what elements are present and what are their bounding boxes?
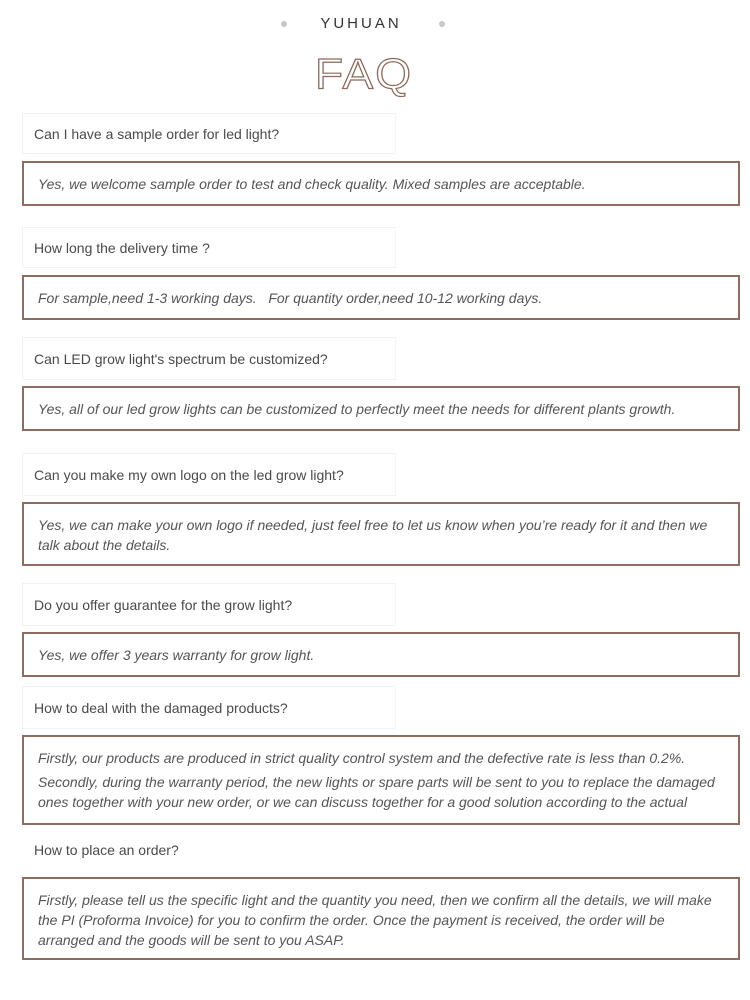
faq-question[interactable]: Can you make my own logo on the led grow light? — [22, 453, 396, 496]
faq-answer — [22, 275, 740, 320]
faq-answer-text: Firstly, please tell us the specific light and the quantity you need, then we confirm all the details, we will make the PI (Proforma Invoice) for you to confirm the order. Once the payment is received, the order will be arranged and the goods will be sent to you ASAP. — [38, 892, 712, 948]
page-title — [0, 46, 728, 102]
faq-answer — [22, 386, 740, 431]
faq-answer-text: Yes, all of our led grow lights can be customized to perfectly meet the needs for different plants growth. — [38, 400, 676, 417]
faq-answer-text: Yes, we offer 3 years warranty for grow light. — [38, 646, 315, 663]
faq-question[interactable]: How to place an order? — [22, 829, 396, 870]
faq-question[interactable]: Can I have a sample order for led light? — [22, 113, 396, 154]
faq-header — [0, 0, 750, 110]
brand-name: YUHUAN — [320, 15, 402, 32]
faq-answer-text: Yes, we welcome sample order to test and check quality. Mixed samples are acceptable. — [38, 175, 586, 192]
faq-answer-body — [38, 748, 724, 812]
faq-answer — [22, 161, 740, 206]
faq-answer-text: Yes, we can make your own logo if needed, just feel free to let us know when you’re ready for it and then we talk about the details. — [38, 517, 708, 553]
page-title-text: FAQ — [314, 50, 414, 98]
faq-answer-text-2: Secondly, during the warranty period, the new lights or spare parts will be sent to you to replace the damaged ones together with your new order, or we can discuss together for a good solution according to the actual — [38, 774, 715, 810]
faq-question[interactable]: How long the delivery time ? — [22, 227, 396, 268]
faq-answer — [22, 502, 740, 566]
faq-answer-text: Firstly, our products are produced in strict quality control system and the defective rate is less than 0.2%. — [38, 750, 686, 766]
faq-answer — [22, 632, 740, 677]
faq-answer — [22, 877, 740, 960]
brand-row — [0, 14, 750, 34]
faq-question[interactable]: Do you offer guarantee for the grow light? — [22, 583, 396, 626]
faq-answer-text: For sample,need 1-3 working days. For quantity order,need 10-12 working days. — [38, 289, 543, 306]
faq-answer — [22, 735, 740, 825]
faq-question[interactable]: How to deal with the damaged products? — [22, 686, 396, 729]
dot-decoration-icon — [439, 21, 445, 27]
faq-question[interactable]: Can LED grow light's spectrum be customized? — [22, 337, 396, 380]
